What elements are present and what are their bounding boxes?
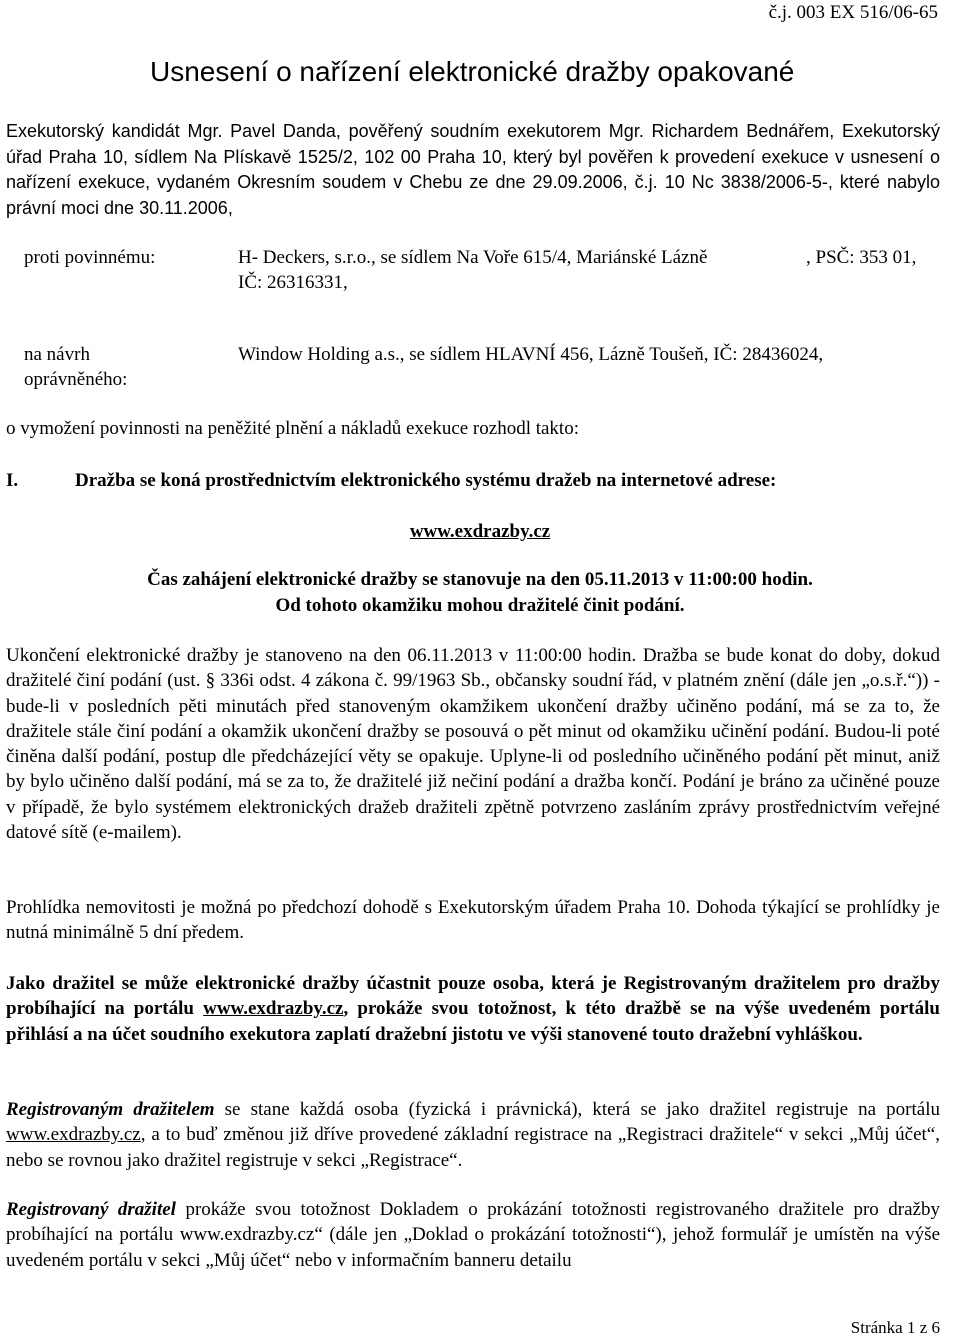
creditor-label-line1: na návrh	[24, 344, 90, 365]
eligibility-paragraph	[6, 971, 940, 1047]
inspection-paragraph: Prohlídka nemovitosti je možná po předchozí dohodě s Exekutorským úřadem Praha 10. Dohoda týkající se prohlídky je nutná minimálně 5 dní předem.	[6, 897, 940, 944]
eligibility-text-before: Jako dražitel se může elektronické dražby účastnit pouze osoba, která je Registrovaným dražitelem pro dražby probíhající na portálu	[6, 973, 940, 1020]
registration-text-before: se stane každá osoba (fyzická i právnická), která se jako dražitel registruje na portálu	[214, 1099, 940, 1120]
intro-paragraph: Exekutorský kandidát Mgr. Pavel Danda, pověřený soudním exekutorem Mgr. Richardem Bednářem, Exekutorský úřad Praha 10, sídlem Na Plískavě 1525/2, 102 00 Praha 10, který byl pověřen k provedení exekuce v usnesení o nařízení exekuce, vydaném Okresním soudem v Chebu ze dne 29.09.2006, č.j. 10 Nc 3838/2006-5-, které nabylo právní moci dne 30.11.2006,	[6, 121, 940, 218]
registration-term: Registrovaným dražitelem	[6, 1099, 215, 1120]
creditor-label-line2: oprávněného:	[24, 369, 128, 390]
identity-term: Registrovaný dražitel	[6, 1199, 176, 1220]
auction-start-time: Čas zahájení elektronické dražby se stanovuje na den 05.11.2013 v 11:00:00 hodin.	[147, 569, 813, 590]
debtor-id: IČ: 26316331,	[238, 272, 348, 293]
bidding-notice: Od tohoto okamžiku mohou dražitelé činit podání.	[275, 595, 685, 616]
debtor-value: H- Deckers, s.r.o., se sídlem Na Voře 615/4, Mariánské Lázně	[238, 247, 708, 268]
document-title: Usnesení o nařízení elektronické dražby opakované	[150, 56, 795, 87]
eligibility-link[interactable]: www.exdrazby.cz	[203, 998, 344, 1020]
section-number: I.	[6, 470, 19, 491]
debtor-postal-code: , PSČ: 353 01,	[806, 247, 917, 268]
creditor-value: Window Holding a.s., se sídlem HLAVNÍ 456, Lázně Toušeň, IČ: 28436024,	[238, 344, 824, 365]
registration-link[interactable]: www.exdrazby.cz	[6, 1124, 141, 1146]
registration-text-after: , a to buď změnou již dříve provedené základní registrace na „Registraci dražitele“ v sekci „Můj účet“, nebo se rovnou jako dražitel registruje v sekci „Registrace“.	[6, 1124, 940, 1171]
debtor-label: proti povinnému:	[24, 247, 156, 268]
case-reference: č.j. 003 EX 516/06-65	[768, 2, 938, 23]
section-heading: Dražba se koná prostřednictvím elektronického systému dražeb na internetové adrese:	[75, 470, 777, 491]
decision-intro: o vymožení povinnosti na peněžité plnění a nákladů exekuce rozhodl takto:	[6, 418, 579, 439]
auction-url[interactable]: www.exdrazby.cz	[409, 521, 551, 542]
identity-text: prokáže svou totožnost Dokladem o prokázání totožnosti registrovaného dražitele pro dražby probíhající na portálu www.exdrazby.cz“ (dále jen „Doklad o prokázání totožnosti“), jehož formulář je umístěn na výše uvedeném portálu v sekci „Můj účet“ nebo v informačním banneru detailu	[6, 1199, 940, 1271]
registration-paragraph	[6, 1097, 940, 1173]
page-number: Stránka 1 z 6	[850, 1318, 940, 1337]
identity-paragraph	[6, 1197, 940, 1273]
eligibility-text-after: , prokáže svou totožnost, k této dražbě se na výše uvedeném portálu přihlásí a na účet soudního exekutora zaplatí dražební jistotu ve výši stanovené touto dražební vyhláškou.	[6, 998, 940, 1045]
end-paragraph: Ukončení elektronické dražby je stanoveno na den 06.11.2013 v 11:00:00 hodin. Dražba se bude konat do doby, dokud dražitelé činí podání (ust. § 336i odst. 4 zákona č. 99/1963 Sb., občansky soudní řád, v platném znění (dále jen „o.s.ř.“)) - bude-li v posledních pěti minutách před stanoveným okamžikem ukončení dražby učiněno podání, má se za to, že dražitele stále činí podání a okamžik ukončení dražby se posouvá o pět minut od okamžiku učinění podání. Budou-li poté činěna další podání, postup dle předcházející věty se opakuje. Uplyne-li od posledního učiněného podání pět minut, aniž by bylo učiněno další podání, má se za to, že dražitelé již nečiní podání a dražba končí. Podání je bráno za učiněné pouze v případě, že bylo systémem elektronických dražeb dražiteli zpětně potvrzeno zasláním zprávy prostřednictvím veřejné datové sítě (e-mailem).	[6, 645, 940, 844]
